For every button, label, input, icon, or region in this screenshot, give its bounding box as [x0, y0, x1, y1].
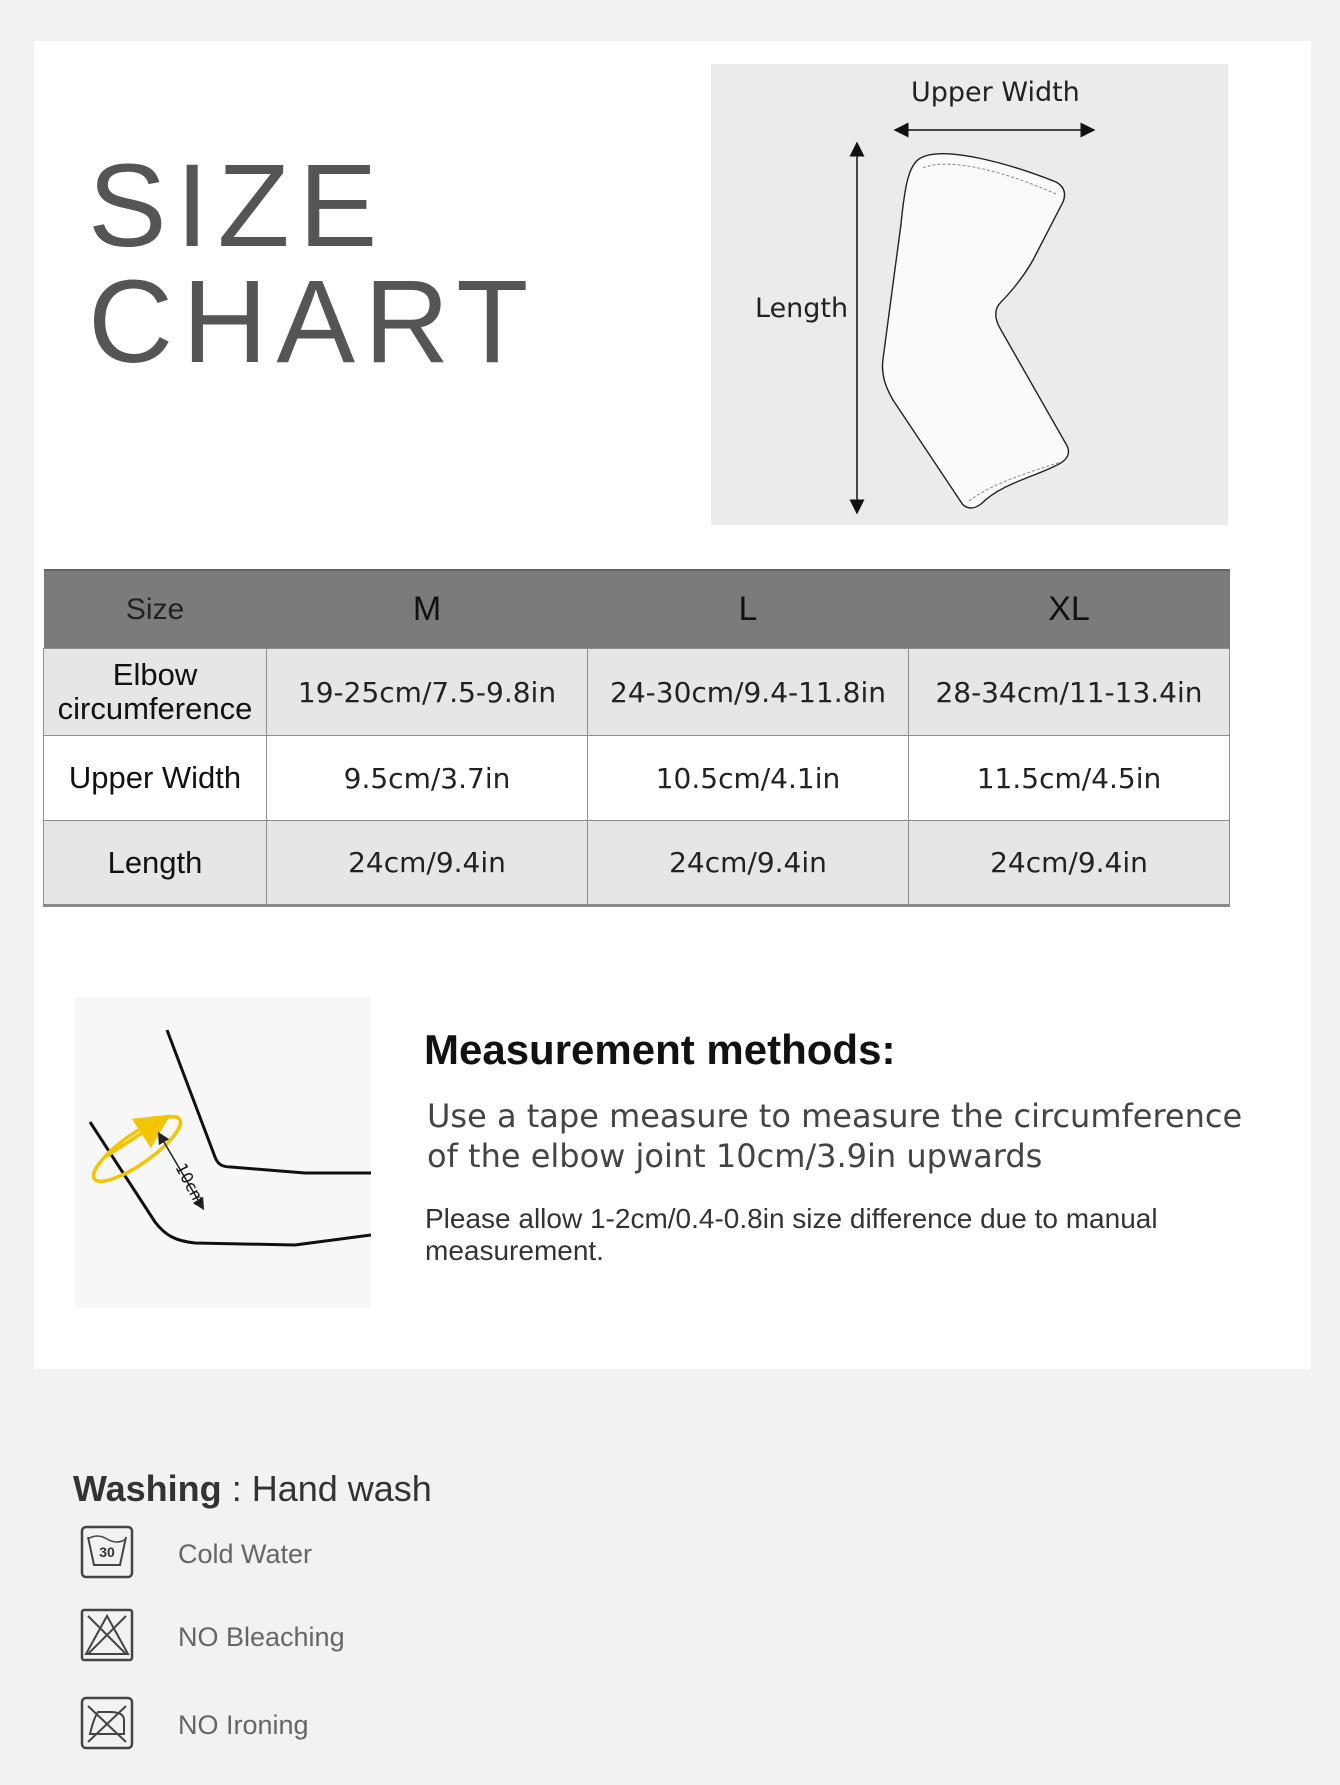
table-cell: 10.5cm/4.1in — [588, 736, 909, 821]
ten-cm-label: 10cm — [171, 1159, 210, 1209]
wash-item-no-ironing — [80, 1696, 580, 1756]
title-line-2: CHART — [88, 256, 538, 388]
table-cell: 9.5cm/3.7in — [267, 736, 588, 821]
wash-30-icon — [80, 1525, 136, 1581]
table-cell: 19-25cm/7.5-9.8in — [267, 649, 588, 736]
header-xl: XL — [909, 570, 1230, 649]
measurement-title: Measurement methods: — [424, 1026, 896, 1073]
upper-width-label: Upper Width — [911, 77, 1080, 108]
table-cell: 24cm/9.4in — [267, 821, 588, 906]
row-label-elbow: Elbow circumference — [44, 649, 267, 736]
wash-item-label: NO Bleaching — [178, 1622, 345, 1652]
page-title — [88, 140, 538, 388]
table-row — [44, 736, 1230, 821]
washing-label: Washing — [73, 1468, 222, 1509]
header-m: M — [267, 570, 588, 649]
row-label-upper-width: Upper Width — [44, 736, 267, 821]
measurement-note: Please allow 1-2cm/0.4-0.8in size difference due to manual measurement. — [425, 1203, 1158, 1266]
header-l: L — [588, 570, 909, 649]
sleeve-outline — [882, 154, 1068, 508]
wash-item-label: NO Ironing — [178, 1710, 309, 1740]
table-cell: 24cm/9.4in — [588, 821, 909, 906]
wash-item-label: Cold Water — [178, 1539, 313, 1569]
table-row — [44, 649, 1230, 736]
size-table — [43, 569, 1230, 907]
row-label-length: Length — [44, 821, 267, 906]
table-cell: 24cm/9.4in — [909, 821, 1230, 906]
length-label: Length — [755, 293, 849, 324]
washing-title — [73, 1468, 432, 1510]
wash-item-no-bleaching — [80, 1608, 580, 1668]
wash-temp-label: 30 — [99, 1544, 115, 1560]
no-iron-icon — [80, 1696, 136, 1752]
measurement-illustration — [75, 997, 371, 1308]
title-line-1: SIZE — [88, 140, 387, 272]
wash-item-cold-water — [80, 1525, 580, 1585]
washing-method: : Hand wash — [231, 1468, 432, 1509]
table-cell: 28-34cm/11-13.4in — [909, 649, 1230, 736]
header-size: Size — [44, 570, 267, 649]
measurement-text: Use a tape measure to measure the circumference of the elbow joint 10cm/3.9in upwards — [427, 1097, 1243, 1175]
table-header-row — [44, 570, 1230, 649]
no-bleach-icon — [80, 1608, 136, 1664]
table-cell: 11.5cm/4.5in — [909, 736, 1230, 821]
table-cell: 24-30cm/9.4-11.8in — [588, 649, 909, 736]
arm-measure-icon — [75, 997, 371, 1308]
sleeve-diagram — [711, 64, 1228, 525]
table-row — [44, 821, 1230, 906]
